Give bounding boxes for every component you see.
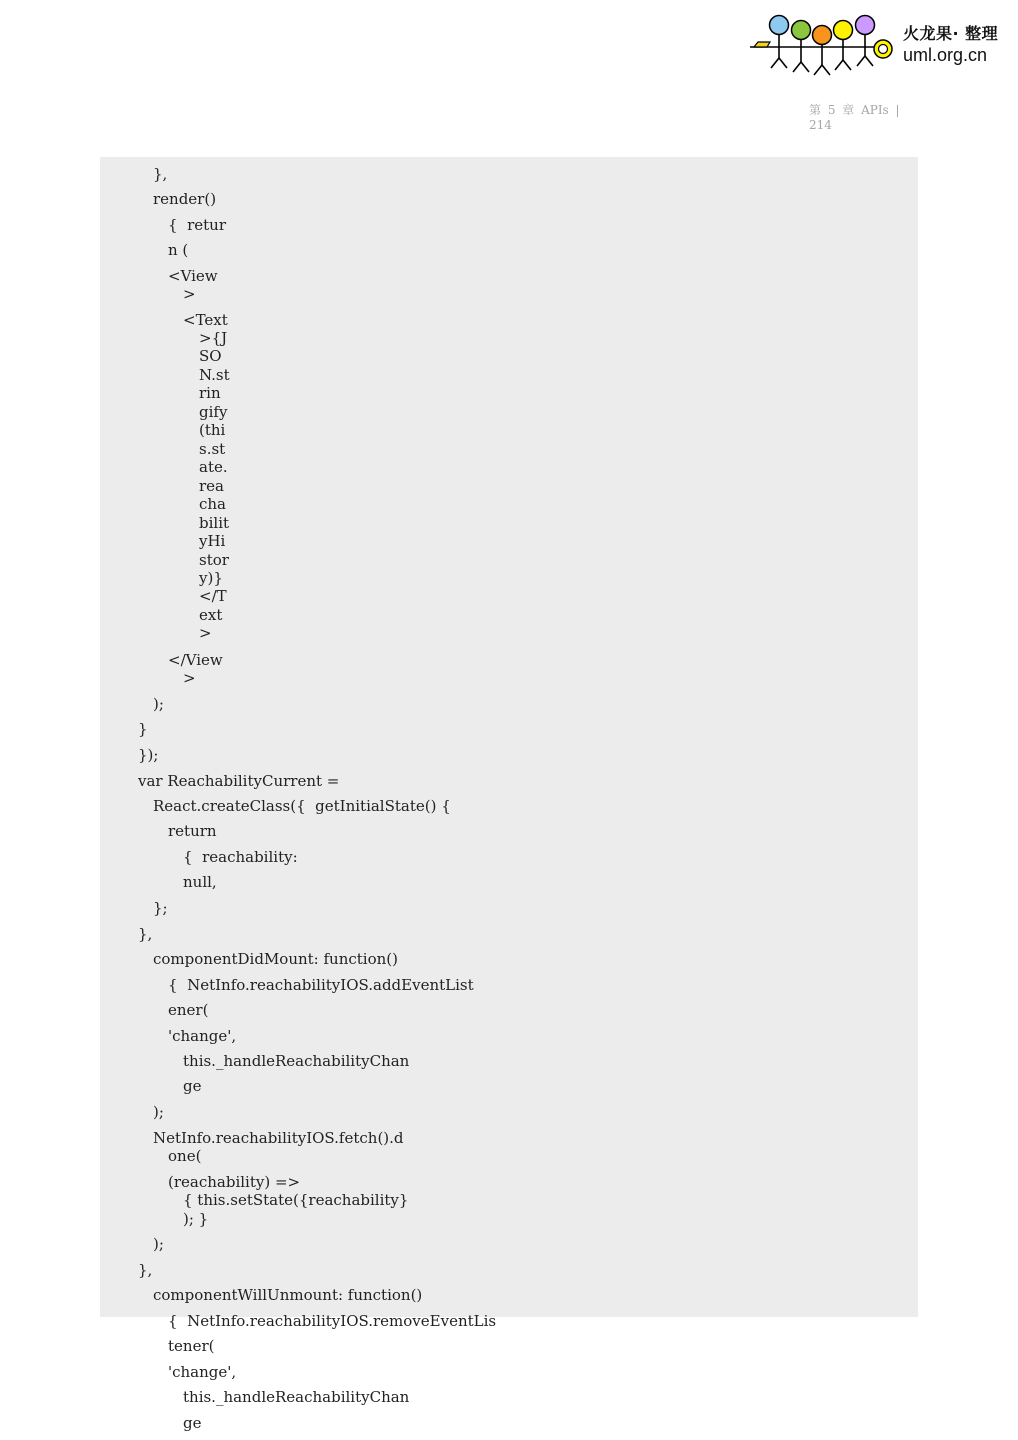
chapter-label: 第 5 章 APIs | — [809, 103, 900, 117]
code-line: this._handleReachabilityChan — [183, 1052, 410, 1070]
code-line: { NetInfo.reachabilityIOS.addEventList — [168, 976, 474, 994]
code-line: var ReachabilityCurrent = — [138, 772, 340, 790]
code-line: </View — [168, 651, 223, 669]
code-line: > — [183, 285, 196, 303]
code-line: }, — [138, 1261, 153, 1279]
code-line: (reachability) => — [168, 1173, 301, 1191]
code-line: ge — [183, 1414, 202, 1432]
code-line: stor — [199, 551, 229, 569]
code-line: NetInfo.reachabilityIOS.fetch().d — [153, 1129, 404, 1147]
code-line: ); — [153, 695, 164, 713]
code-line: ext — [199, 606, 223, 624]
code-line: > — [183, 669, 196, 687]
code-line: bilit — [199, 514, 230, 532]
code-line: 'change', — [168, 1363, 237, 1381]
code-line: } — [138, 720, 148, 738]
code-line: return — [168, 822, 217, 840]
code-line: n ( — [168, 241, 189, 259]
code-line: render() — [153, 190, 217, 208]
code-line: <Text — [183, 311, 228, 329]
code-line: { this.setState({reachability} — [183, 1191, 409, 1209]
logo-url: uml.org.cn — [903, 45, 988, 65]
code-line: null, — [183, 873, 217, 891]
logo-title: 火龙果· 整理 — [903, 24, 999, 43]
code-line: { NetInfo.reachabilityIOS.removeEventLis — [168, 1312, 497, 1330]
code-line: ate. — [199, 458, 228, 476]
code-line: rin — [199, 384, 221, 402]
code-line: rea — [199, 477, 224, 495]
code-line: { reachability: — [183, 848, 298, 866]
code-line: componentDidMount: function() — [153, 950, 398, 968]
code-line: (thi — [199, 421, 226, 439]
code-line: }, — [138, 925, 153, 943]
code-line: one( — [168, 1147, 202, 1165]
code-line: <View — [168, 267, 218, 285]
code-line: ener( — [168, 1001, 209, 1019]
code-line: ge — [183, 1077, 202, 1095]
code-line: }); — [138, 746, 159, 764]
code-line: > — [199, 624, 212, 642]
page-number: 214 — [809, 118, 832, 132]
code-line: </T — [199, 587, 227, 605]
code-line: { retur — [168, 216, 226, 234]
code-line: SO — [199, 347, 222, 365]
code-line: }, — [153, 165, 168, 183]
code-line: ); — [153, 1235, 164, 1253]
code-line: 'change', — [168, 1027, 237, 1045]
code-line: >{J — [199, 329, 228, 347]
code-line: y)} — [199, 569, 223, 587]
code-line: componentWillUnmount: function() — [153, 1286, 423, 1304]
code-line: tener( — [168, 1337, 215, 1355]
code-line: }; — [153, 899, 168, 917]
code-line: ); } — [183, 1210, 209, 1228]
code-line: this._handleReachabilityChan — [183, 1388, 410, 1406]
code-line: ); — [153, 1103, 164, 1121]
code-line: cha — [199, 495, 227, 513]
code-line: s.st — [199, 440, 226, 458]
code-line: yHi — [199, 532, 226, 550]
code-line: gify — [199, 403, 228, 421]
code-line: React.createClass({ getInitialState() { — [153, 797, 451, 815]
code-line: N.st — [199, 366, 230, 384]
